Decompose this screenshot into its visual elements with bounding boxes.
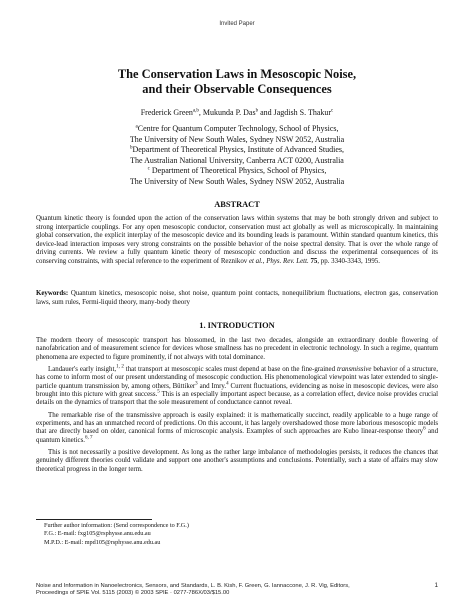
author-name: Mukunda P. Das [202, 108, 256, 117]
citation: 6, 7 [85, 435, 93, 441]
author-separator: , [198, 108, 203, 117]
affiliation-line: The University of New South Wales, Sydney NSW 2052, Australia [129, 176, 345, 186]
author-name: Jagdish S. Thakur [273, 108, 332, 117]
paragraph: The remarkable rise of the transmissive approach is easily explained: it is mathematically succinct, readily applicable to a huge range of experiments, and has an unmatched record of predictions. On this account, it has largely overshadowed those more laborious mesoscopic models that are directly based on older, canonical forms of microscopic analysis. Examples of such approaches are Kubo linear-response theory$^6$ and quantum kinetics.$^{6, 7}$ [36, 411, 439, 444]
keywords-text: Quantum kinetics, mesoscopic noise, shot noise, quantum point contacts, nonequilibrium fluctuations, electron gas, conservation laws, sum rules, Fermi-liquid theory, many-body theory [36, 290, 438, 306]
introduction-heading: 1. INTRODUCTION [199, 321, 275, 330]
paragraph: This is not necessarily a positive development. As long as the rather large imbalance of methodologies persists, it reduces the chances that genuinely different theories could validate and support one another's assumptions and conclusions. Potentially, such a state of affairs may slow theoretical progress in the longer term. [36, 449, 438, 473]
footer-line: Noise and Information in Nanoelectronics, Sensors, and Standards, L. B. Kish, F. Green, G. Iannaccone, J. R. Vig, Editors, [36, 583, 350, 589]
footnote-line: F.G.: E-mail: fxg105@rsphysse.anu.edu.au [44, 530, 151, 538]
paragraph: The modern theory of mesoscopic transport has blossomed, in the last two decades, alongside an extraordinary double flowering of nanofabrication and of measurement science for devices whose smallness has no precedent in electronic technology. In such a regime, quantum phenomena are expected to figure prominently, if not always with total dominance. [36, 337, 438, 361]
affiliation-line: $^a$Centre for Quantum Computer Technology, School of Physics, [135, 124, 339, 133]
abstract-heading: ABSTRACT [214, 200, 260, 209]
page-number: 1 [434, 582, 438, 589]
citation: 1, 2 [116, 364, 124, 370]
author-separator: and [258, 108, 274, 117]
abstract-text: Quantum kinetic theory is founded upon the action of the conservation laws within systems that may be both strongly driven and subject to strong interparticle couplings. For any open mesoscopic conductor, conservation must act globally as well as microscopically. In maintaining global conservation, the explicit interplay of the mesoscopic device and its bounding leads is paramount. Within standard quantum kinetics, this device-lead interaction imposes very strong constraints on the possible behavior of the noise spectral density. That is over the whole range of driving currents. We review a fully quantum kinetic theory of mesoscopic conduction and discuss the experimental consequences of its conserving constraints, with special reference to the experiment of Reznikov et al., Phys. Rev. Lett. 75, pp. 3340-3343, 1995. [36, 215, 438, 265]
author-affil-mark: a,b [192, 108, 199, 114]
paper-title [20, 67, 454, 97]
title-line-1: The Conservation Laws in Mesoscopic Noise, [117, 67, 357, 81]
affiliation-line: $^c$ Department of Theoretical Physics, School of Physics, [147, 166, 327, 176]
footnote-line: Further author information: (Send correspondence to F.G.) [44, 522, 189, 529]
citation: 3 [195, 381, 198, 387]
citation: 4 [226, 381, 229, 387]
keywords-label: Keywords: [36, 290, 69, 297]
title-line-2: and their Observable Consequences [142, 82, 332, 96]
reference-volume: 75 [308, 257, 318, 265]
invited-paper-label: Invited Paper [219, 21, 255, 27]
keywords [36, 290, 438, 307]
paragraph: Landauer's early insight,$^{1, 2}$ that transport at mesoscopic scales must depend at base on the fine-grained transmissive behavior of a structure, has come to inform most of our present understanding of mesoscopic conduction. His phenomenological viewpoint was later extended to single-particle quantum transmission by, among others, Büttiker$^3$ and Imry.$^4$ Current fluctuations, evidencing as noise in mesoscopic devices, were also brought into this picture with great success.$^5$ This is an especially important aspect because, as a correlation effect, device noise provides crucial details on the dynamics of transport that the sole measurement of conductance cannot reveal. [36, 364, 439, 407]
introduction-body [36, 337, 438, 478]
footnote-line: M.P.D.: E-mail: mpd105@rsphysse.anu.edu.au [44, 538, 161, 546]
affiliation-line: The Australian National University, Canberra ACT 0200, Australia [130, 155, 344, 165]
footnote-rule [36, 519, 152, 520]
affiliation-line: $^b$Department of Theoretical Physics, Institute of Advanced Studies, [129, 145, 345, 155]
reference-italic: et al., Phys. Rev. Lett. [248, 257, 309, 265]
affil-mark: b [129, 145, 133, 151]
citation: 5 [157, 389, 160, 395]
author-list [20, 108, 454, 118]
footer-line: Proceedings of SPIE Vol. 5115 (2003) © 2003 SPIE · 0277-786X/03/$15.00 [36, 590, 230, 597]
affiliations [20, 124, 454, 188]
author-affil-mark: c [331, 108, 334, 114]
affiliation-line: The University of New South Wales, Sydney NSW 2052, Australia [129, 134, 345, 144]
citation: 6 [423, 427, 426, 433]
author-affil-mark: b [255, 108, 259, 114]
affil-mark: a [135, 124, 138, 130]
author-name: Frederick Green [140, 108, 193, 117]
footnotes [44, 522, 424, 547]
affil-mark: c [147, 166, 150, 172]
proceedings-footer [36, 583, 438, 598]
